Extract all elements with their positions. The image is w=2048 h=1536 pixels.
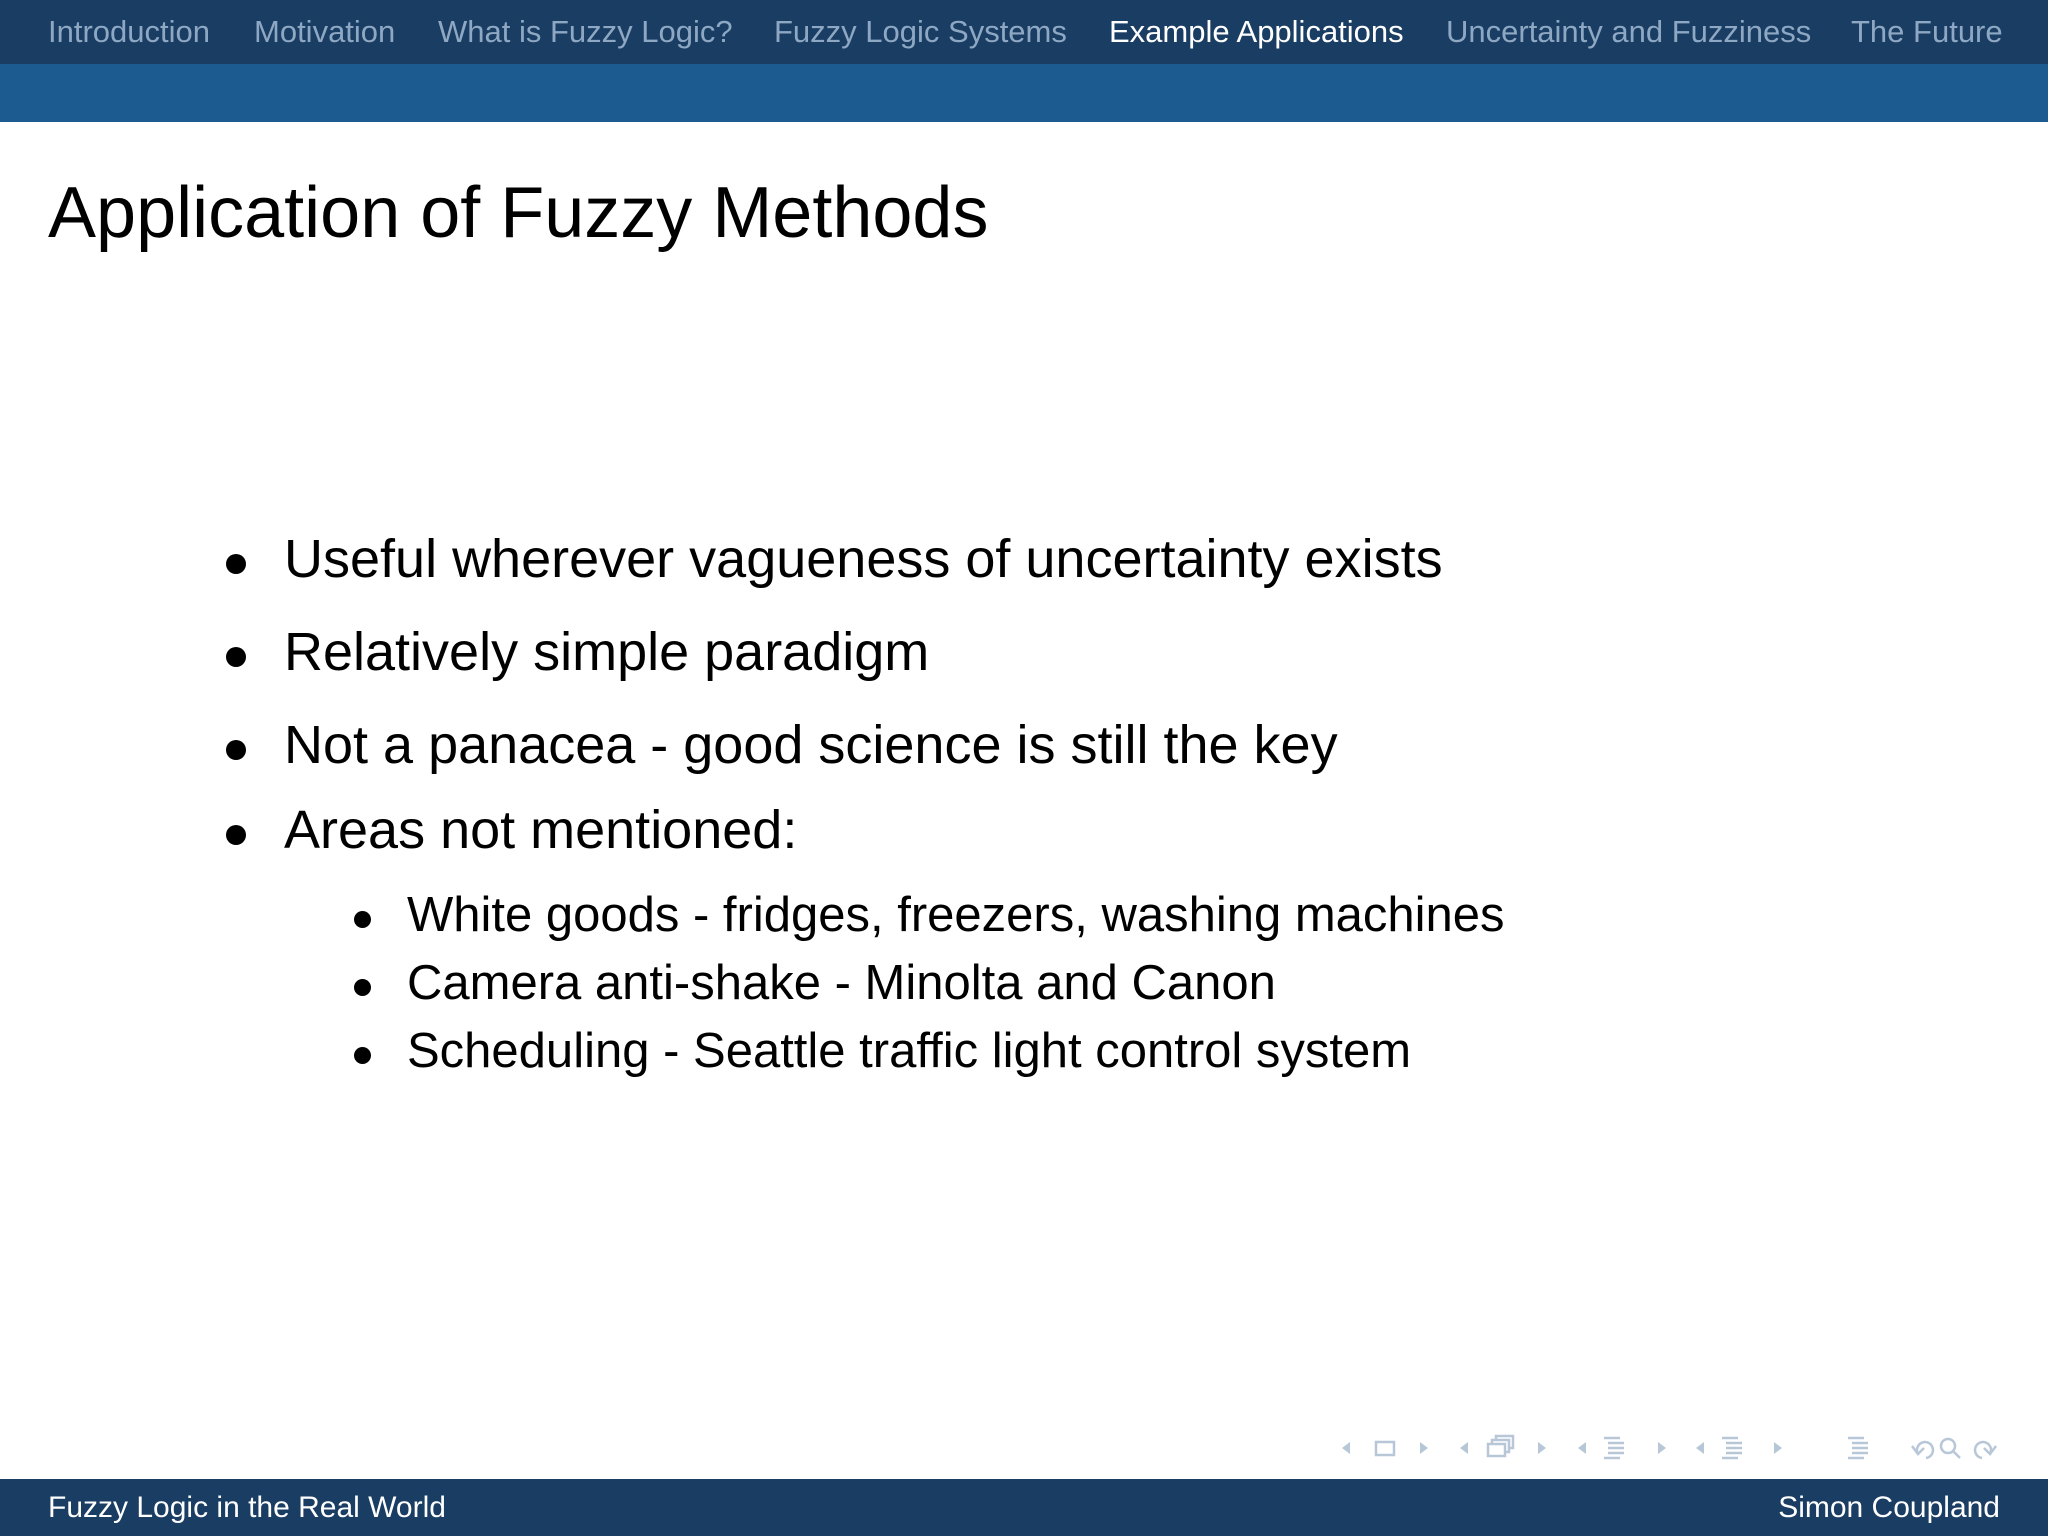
bullet-text: Not a panacea - good science is still the key bbox=[284, 715, 1338, 775]
nav-section-what-is-fuzzy-logic[interactable]: What is Fuzzy Logic? bbox=[438, 14, 733, 49]
bullet-item bbox=[284, 714, 1338, 776]
footer-bar bbox=[0, 1479, 2048, 1536]
bullet-dot bbox=[354, 979, 371, 996]
sub-bullet-item bbox=[407, 1023, 1411, 1079]
subsection-bar bbox=[0, 64, 2048, 122]
section-icon[interactable] bbox=[1604, 1438, 1624, 1458]
nav-section-fuzzy-logic-systems[interactable]: Fuzzy Logic Systems bbox=[774, 14, 1067, 49]
bullet-dot bbox=[354, 911, 371, 928]
bullet-dot bbox=[354, 1047, 371, 1064]
bullet-text: Areas not mentioned: bbox=[284, 800, 798, 860]
back-icon[interactable] bbox=[1912, 1442, 1933, 1458]
bullet-dot bbox=[226, 825, 246, 845]
search-icon[interactable] bbox=[1941, 1439, 1960, 1458]
footer-author: Simon Coupland bbox=[1778, 1491, 2000, 1524]
nav-section-the-future[interactable]: The Future bbox=[1851, 14, 2003, 49]
next-frame-icon[interactable] bbox=[1420, 1442, 1428, 1454]
previous-document-icon[interactable] bbox=[1696, 1442, 1704, 1454]
section-navigation-bar bbox=[0, 0, 2048, 64]
subsection-icon[interactable] bbox=[1488, 1436, 1513, 1456]
previous-subsection-icon[interactable] bbox=[1460, 1442, 1468, 1454]
next-subsection-icon[interactable] bbox=[1538, 1442, 1546, 1454]
bullet-item bbox=[284, 799, 797, 861]
sub-bullet-text: Scheduling - Seattle traffic light control system bbox=[407, 1024, 1412, 1078]
previous-frame-icon[interactable] bbox=[1342, 1442, 1350, 1454]
nav-section-motivation[interactable]: Motivation bbox=[254, 14, 396, 49]
document-icon[interactable] bbox=[1722, 1438, 1742, 1458]
forward-icon[interactable] bbox=[1975, 1442, 1996, 1458]
sub-bullet-item bbox=[407, 955, 1276, 1011]
footer-presentation-title: Fuzzy Logic in the Real World bbox=[48, 1491, 446, 1524]
sub-bullet-text: White goods - fridges, freezers, washing machines bbox=[407, 888, 1505, 942]
sub-bullet-item bbox=[407, 887, 1505, 943]
bullet-text: Useful wherever vagueness of uncertainty exists bbox=[284, 529, 1443, 589]
sub-bullet-text: Camera anti-shake - Minolta and Canon bbox=[407, 956, 1276, 1010]
bullet-item bbox=[284, 528, 1443, 590]
bullet-dot bbox=[226, 740, 246, 760]
previous-section-icon[interactable] bbox=[1578, 1442, 1586, 1454]
frame-icon[interactable] bbox=[1376, 1442, 1394, 1455]
next-document-icon[interactable] bbox=[1774, 1442, 1782, 1454]
bullet-dot bbox=[226, 554, 246, 574]
slide-title: Application of Fuzzy Methods bbox=[48, 173, 989, 253]
beamer-navigation-symbols bbox=[1336, 1432, 2036, 1464]
nav-section-example-applications[interactable]: Example Applications bbox=[1109, 14, 1404, 49]
bullet-text: Relatively simple paradigm bbox=[284, 622, 930, 682]
next-section-icon[interactable] bbox=[1658, 1442, 1666, 1454]
nav-section-uncertainty-and-fuzziness[interactable]: Uncertainty and Fuzziness bbox=[1446, 14, 1812, 49]
outline-icon[interactable] bbox=[1848, 1438, 1868, 1458]
bullet-dot bbox=[226, 647, 246, 667]
nav-section-introduction[interactable]: Introduction bbox=[48, 14, 210, 49]
bullet-item bbox=[284, 621, 929, 683]
